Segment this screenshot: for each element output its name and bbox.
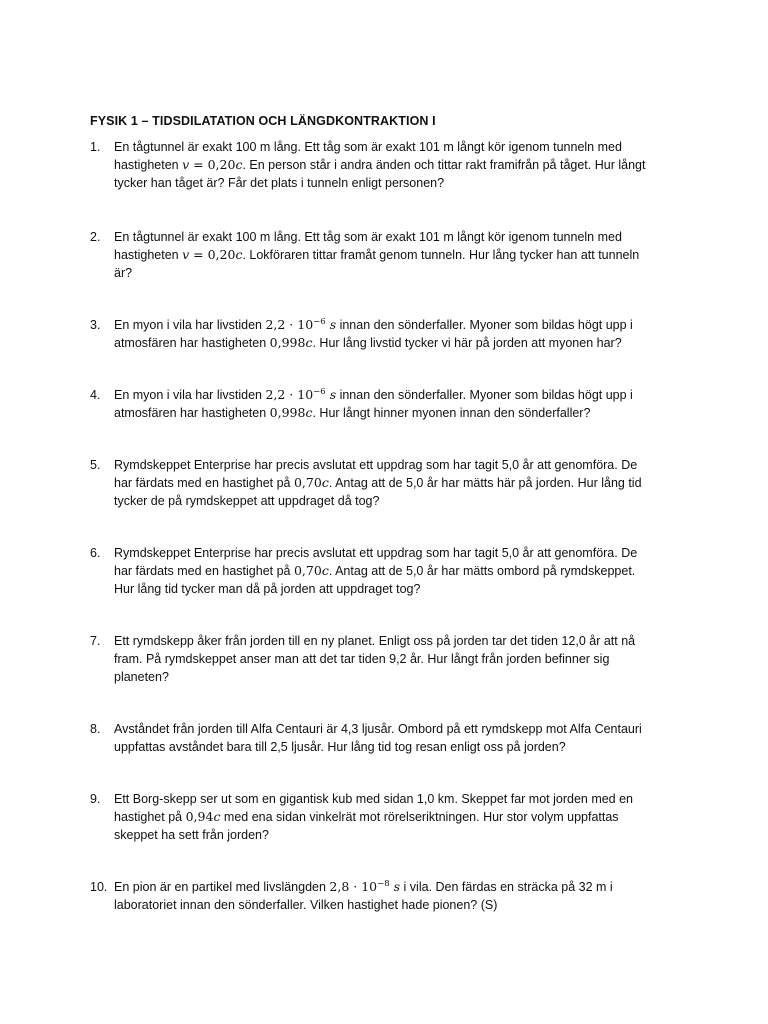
problem-number: 9.: [90, 792, 101, 806]
problem-text-line: [114, 334, 690, 352]
problem-text: [114, 544, 690, 598]
text-run: . Hur långt hinner myonen innan den sönderfaller?: [312, 406, 591, 420]
problem-item: [90, 138, 690, 192]
problem-number: 7.: [90, 634, 101, 648]
problem-text-line: [114, 492, 690, 510]
math-variable: c: [305, 335, 313, 350]
text-run: med ena sidan vinkelrät mot rörelseriktningen. Hur stor volym uppfattas: [220, 810, 619, 824]
math-number: 0,998: [269, 335, 306, 350]
problem-text-line: [114, 404, 690, 422]
text-run: atmosfären har hastigheten: [114, 406, 270, 420]
problem-text: [114, 386, 690, 422]
math-number: 0,94: [185, 809, 214, 824]
math-variable: s: [393, 879, 401, 894]
problem-text-line: [114, 720, 690, 738]
text-run: Rymdskeppet Enterprise har precis avslutat ett uppdrag som har tagit 5,0 år att genomföra. De: [114, 458, 638, 472]
text-run: har färdats med en hastighet på: [114, 564, 294, 578]
problem-text-line: [114, 650, 690, 668]
text-run: Avståndet från jorden till Alfa Centauri är 4,3 ljusår. Ombord på ett rymdskepp mot Alfa Centauri: [114, 722, 642, 736]
problem-number: 3.: [90, 318, 101, 332]
text-run: Ett rymdskepp åker från jorden till en ny planet. Enligt oss på jorden tar det tiden 12,0 år att nå: [114, 634, 636, 648]
math-number: = 0,20: [189, 247, 236, 262]
problem-text-line: [114, 316, 690, 334]
problem-item: [90, 316, 690, 352]
problem-text-line: [114, 632, 690, 650]
math-number: 2,2 · 10: [265, 317, 314, 332]
problem-text-line: [114, 878, 690, 896]
problem-text-line: [114, 264, 690, 282]
problem-text: [114, 138, 690, 192]
text-run: En myon i vila har livstiden: [114, 318, 266, 332]
text-run: En pion är en partikel med livslängden: [114, 880, 330, 894]
math-number: 2,2 · 10: [265, 387, 314, 402]
problem-text-line: [114, 790, 690, 808]
problem-text: [114, 316, 690, 352]
problem-text: [114, 720, 690, 756]
text-run: tycker han tåget är? Får det plats i tunneln enligt personen?: [114, 176, 445, 190]
problem-item: [90, 790, 690, 844]
text-run: . Lokföraren tittar framåt genom tunneln. Hur lång tycker han att tunneln: [242, 248, 640, 262]
problem-item: [90, 228, 690, 282]
text-run: Ett Borg-skepp ser ut som en gigantisk kub med sidan 1,0 km. Skeppet far mot jorden med en: [114, 792, 634, 806]
text-run: Rymdskeppet Enterprise har precis avslutat ett uppdrag som har tagit 5,0 år att genomföra. De: [114, 546, 638, 560]
problem-text-line: [114, 562, 690, 580]
text-run: En tågtunnel är exakt 100 m lång. Ett tåg som är exakt 101 m långt kör igenom tunneln med: [114, 140, 622, 154]
problem-item: [90, 544, 690, 598]
problem-text-line: [114, 808, 690, 826]
problem-item: [90, 632, 690, 686]
problem-text-line: [114, 668, 690, 686]
math-variable: c: [235, 247, 243, 262]
problem-text-line: [114, 826, 690, 844]
problem-text-line: [114, 246, 690, 264]
problem-item: [90, 386, 690, 422]
math-variable: c: [321, 563, 329, 578]
text-run: hastighet på: [114, 810, 186, 824]
problem-text-line: [114, 738, 690, 756]
math-exponent: −6: [313, 386, 326, 397]
text-run: är?: [114, 266, 133, 280]
text-run: innan den sönderfaller. Myoner som bildas högt upp i: [336, 318, 633, 332]
math-variable: c: [235, 157, 243, 172]
math-variable: v: [182, 157, 190, 172]
text-run: tycker de på rymdskeppet att uppdraget då tog?: [114, 494, 380, 508]
problem-text: [114, 228, 690, 282]
problem-text-line: [114, 474, 690, 492]
text-run: fram. På rymdskeppet anser man att det tar tiden 9,2 år. Hur långt från jorden befinner sig: [114, 652, 610, 666]
text-run: hastigheten: [114, 248, 183, 262]
text-run: i vila. Den färdas en sträcka på 32 m i: [400, 880, 613, 894]
problem-text: [114, 632, 690, 686]
problem-number: 10.: [90, 880, 108, 894]
problem-text: [114, 456, 690, 510]
problem-number: 5.: [90, 458, 101, 472]
text-run: Hur lång tid tycker man då på jorden att uppdraget tog?: [114, 582, 421, 596]
text-run: innan den sönderfaller. Myoner som bildas högt upp i: [336, 388, 633, 402]
problem-number: 4.: [90, 388, 101, 402]
math-variable: c: [321, 475, 329, 490]
problem-text-line: [114, 544, 690, 562]
problem-number: 8.: [90, 722, 101, 736]
problem-number: 2.: [90, 230, 101, 244]
worksheet-title: FYSIK 1 – TIDSDILATATION OCH LÄNGDKONTRAKTION I: [90, 114, 436, 128]
math-number: 0,70: [293, 563, 322, 578]
text-run: skeppet ha sett från jorden?: [114, 828, 269, 842]
math-number: 0,998: [269, 405, 306, 420]
problem-text-line: [114, 456, 690, 474]
math-variable: v: [182, 247, 190, 262]
problem-text: [114, 878, 690, 914]
math-variable: c: [305, 405, 313, 420]
problem-text-line: [114, 138, 690, 156]
text-run: hastigheten: [114, 158, 183, 172]
text-run: . En person står i andra änden och tittar rakt framifrån på tåget. Hur långt: [242, 158, 646, 172]
text-run: . Hur lång livstid tycker vi här på jorden att myonen har?: [312, 336, 622, 350]
math-number: 0,70: [293, 475, 322, 490]
math-variable: c: [213, 809, 221, 824]
problem-text-line: [114, 156, 690, 174]
math-number: = 0,20: [189, 157, 236, 172]
text-run: har färdats med en hastighet på: [114, 476, 294, 490]
problem-text-line: [114, 580, 690, 598]
problem-text-line: [114, 896, 690, 914]
problem-number: 6.: [90, 546, 101, 560]
problem-text: [114, 790, 690, 844]
text-run: laboratoriet innan den sönderfaller. Vilken hastighet hade pionen? (S): [114, 898, 498, 912]
text-run: planeten?: [114, 670, 169, 684]
problem-item: [90, 878, 690, 914]
problem-text-line: [114, 386, 690, 404]
math-exponent: −6: [313, 316, 326, 327]
text-run: En myon i vila har livstiden: [114, 388, 266, 402]
text-run: . Antag att de 5,0 år har mätts här på jorden. Hur lång tid: [328, 476, 642, 490]
problem-item: [90, 720, 690, 756]
problem-item: [90, 456, 690, 510]
problem-number: 1.: [90, 140, 101, 154]
math-variable: s: [329, 387, 337, 402]
text-run: atmosfären har hastigheten: [114, 336, 270, 350]
math-number: 2,8 · 10: [329, 879, 378, 894]
text-run: En tågtunnel är exakt 100 m lång. Ett tåg som är exakt 101 m långt kör igenom tunneln med: [114, 230, 622, 244]
math-exponent: −8: [377, 878, 390, 889]
text-run: uppfattas avståndet bara till 2,5 ljusår. Hur lång tid tog resan enligt oss på jorden?: [114, 740, 566, 754]
problem-text-line: [114, 174, 690, 192]
text-run: . Antag att de 5,0 år har mätts ombord på rymdskeppet.: [328, 564, 636, 578]
math-variable: s: [329, 317, 337, 332]
problem-text-line: [114, 228, 690, 246]
